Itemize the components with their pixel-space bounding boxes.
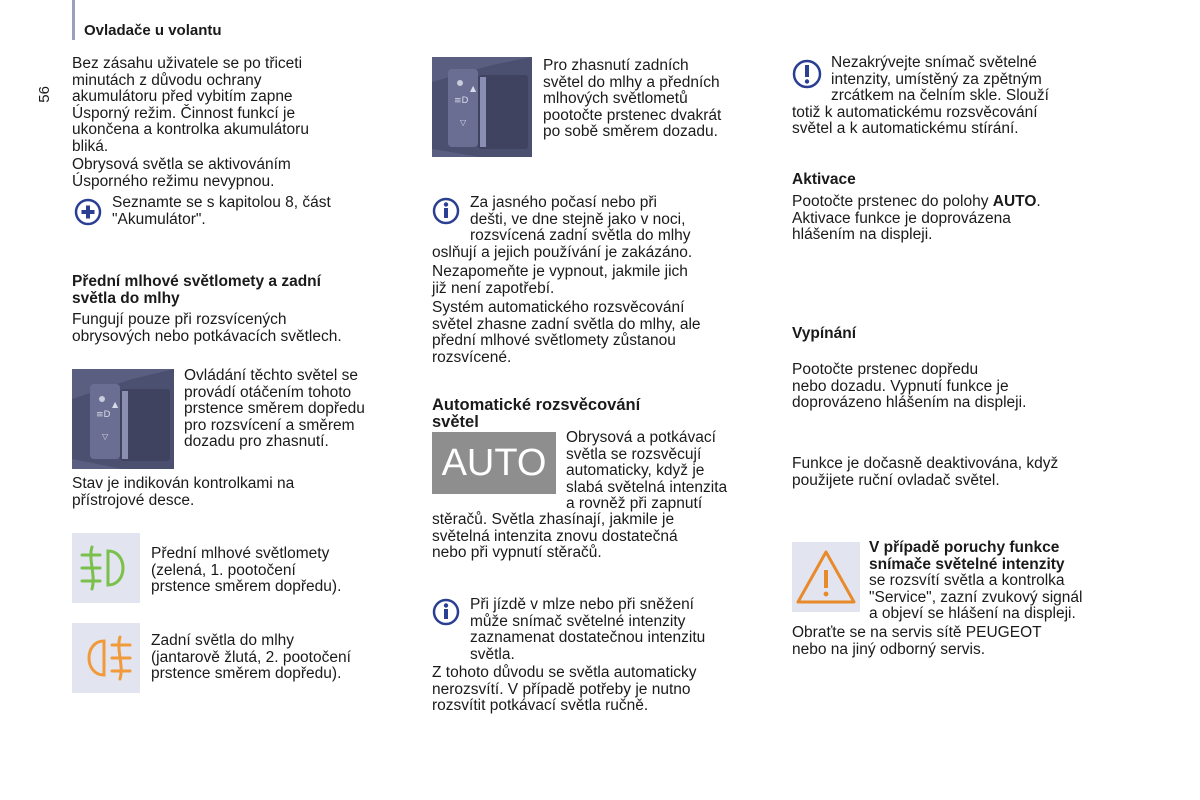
auto-paragraph: Obrysová a potkávací světla se rozsvěcují automaticky, když je slabá světelná intenzita a rovněž při zapnutí [566, 429, 728, 512]
service-paragraph: Obraťte se na servis sítě PEUGEOT nebo na jiný odborný servis. [792, 624, 1042, 658]
sensor-warning: Nezakrývejte snímač světelné intenzity, umístěný za zpětným zrcátkem na čelním skle. Slouží totiž k automatickému rozsvěcování světel a k automatickému stírání. [792, 54, 1049, 137]
fog-paragraph: Fungují pouze při rozsvícených obrysových nebo potkávacích světlech. [72, 311, 342, 345]
svg-text:▽: ▽ [102, 432, 109, 441]
svg-text:▲: ▲ [112, 400, 119, 409]
battery-note: Seznamte se s kapitolou 8, část "Akumulátor". [112, 194, 331, 228]
forget-paragraph: Nezapomeňte je vypnout, jakmile jich již není zapotřebí. [432, 263, 688, 297]
manual-paragraph: Z tohoto důvodu se světla automaticky nerozsvítí. V případě potřeby je nutno rozsvítit potkávací světla ručně. [432, 664, 697, 714]
sensor-fault-paragraph: V případě poruchy funkce snímače světelné intenzity se rozsvítí světla a kontrolka "Service", zazní zvukový signál a objeví se hlášení na displeji. [869, 539, 1083, 622]
stalk-ring-image-2 [432, 57, 532, 157]
warning-triangle-icon [792, 542, 860, 612]
state-paragraph: Stav je indikován kontrolkami na přístrojové desce. [72, 475, 295, 509]
deactivation-paragraph: Pootočte prstenec dopředu nebo dozadu. Vypnutí funkce je doprovázeno hlášením na displeji. [792, 361, 1027, 411]
svg-text:≡D: ≡D [96, 410, 111, 420]
front-fog-lamp-icon [72, 533, 140, 603]
auto-lighting-heading: Automatické rozsvěcování světel [432, 396, 641, 431]
fog-off-paragraph: Pro zhasnutí zadních světel do mlhy a předních mlhových světlometů pootočte prstenec dvakrát po sobě směrem dozadu. [543, 57, 722, 140]
rear-fog-info: Za jasného počasí nebo při dešti, ve dne stejně jako v noci, rozsvícená zadní světla do mlhy oslňují a jejich používání je zakázáno. [432, 194, 693, 261]
auto-paragraph-cont: stěračů. Světla zhasínají, jakmile je světelná intenzita znovu dostatečná nebo při vypnutí stěračů. [432, 511, 678, 561]
fog-heading: Přední mlhové světlomety a zadní světla do mlhy [72, 273, 321, 307]
activation-paragraph: Pootočte prstenec do polohy AUTO. Aktivace funkce je doprovázena hlášením na displeji. [792, 193, 1041, 243]
rear-fog-text: Zadní světla do mlhy (jantarově žlutá, 2. pootočení prstence směrem dopředu). [151, 632, 351, 682]
page-number: 56 [36, 86, 53, 103]
system-paragraph: Systém automatického rozsvěcování světel zhasne zadní světla do mlhy, ale přední mlhové světlomety zůstanou rozsvícené. [432, 299, 701, 366]
svg-text:▲: ▲ [470, 84, 477, 93]
rear-fog-lamp-icon [72, 623, 140, 693]
auto-badge: AUTO [432, 432, 556, 494]
intro-paragraph: Bez zásahu uživatele se po třiceti minutách z důvodu ochrany akumulátoru před vybitím zapne Úsporný režim. Činnost funkcí je ukončena a kontrolka akumulátoru bliká. [72, 55, 309, 155]
sidelights-paragraph: Obrysová světla se aktivováním Úsporného režimu nevypnou. [72, 156, 291, 190]
margin-bar [72, 0, 75, 40]
ring-paragraph: Ovládání těchto světel se provádí otáčením tohoto prstence směrem dopředu pro rozsvícení a směrem dozadu pro zhasnutí. [184, 367, 365, 450]
fog-snow-info: Při jízdě v mlze nebo při sněžení může snímač světelné intenzity zaznamenat dostatečnou intenzitu světla. [470, 596, 706, 663]
info-icon-2 [432, 598, 460, 631]
temporary-paragraph: Funkce je dočasně deaktivována, když použijete ruční ovladač světel. [792, 455, 1059, 489]
deactivation-heading: Vypínání [792, 325, 857, 342]
page-header: Ovladače u volantu [84, 22, 222, 39]
svg-text:▽: ▽ [460, 118, 467, 127]
activation-heading: Aktivace [792, 171, 856, 188]
svg-text:≡D: ≡D [454, 96, 469, 106]
front-fog-text: Přední mlhové světlomety (zelená, 1. pootočení prstence směrem dopředu). [151, 545, 342, 595]
plus-icon [74, 198, 102, 231]
stalk-ring-image [72, 369, 174, 469]
